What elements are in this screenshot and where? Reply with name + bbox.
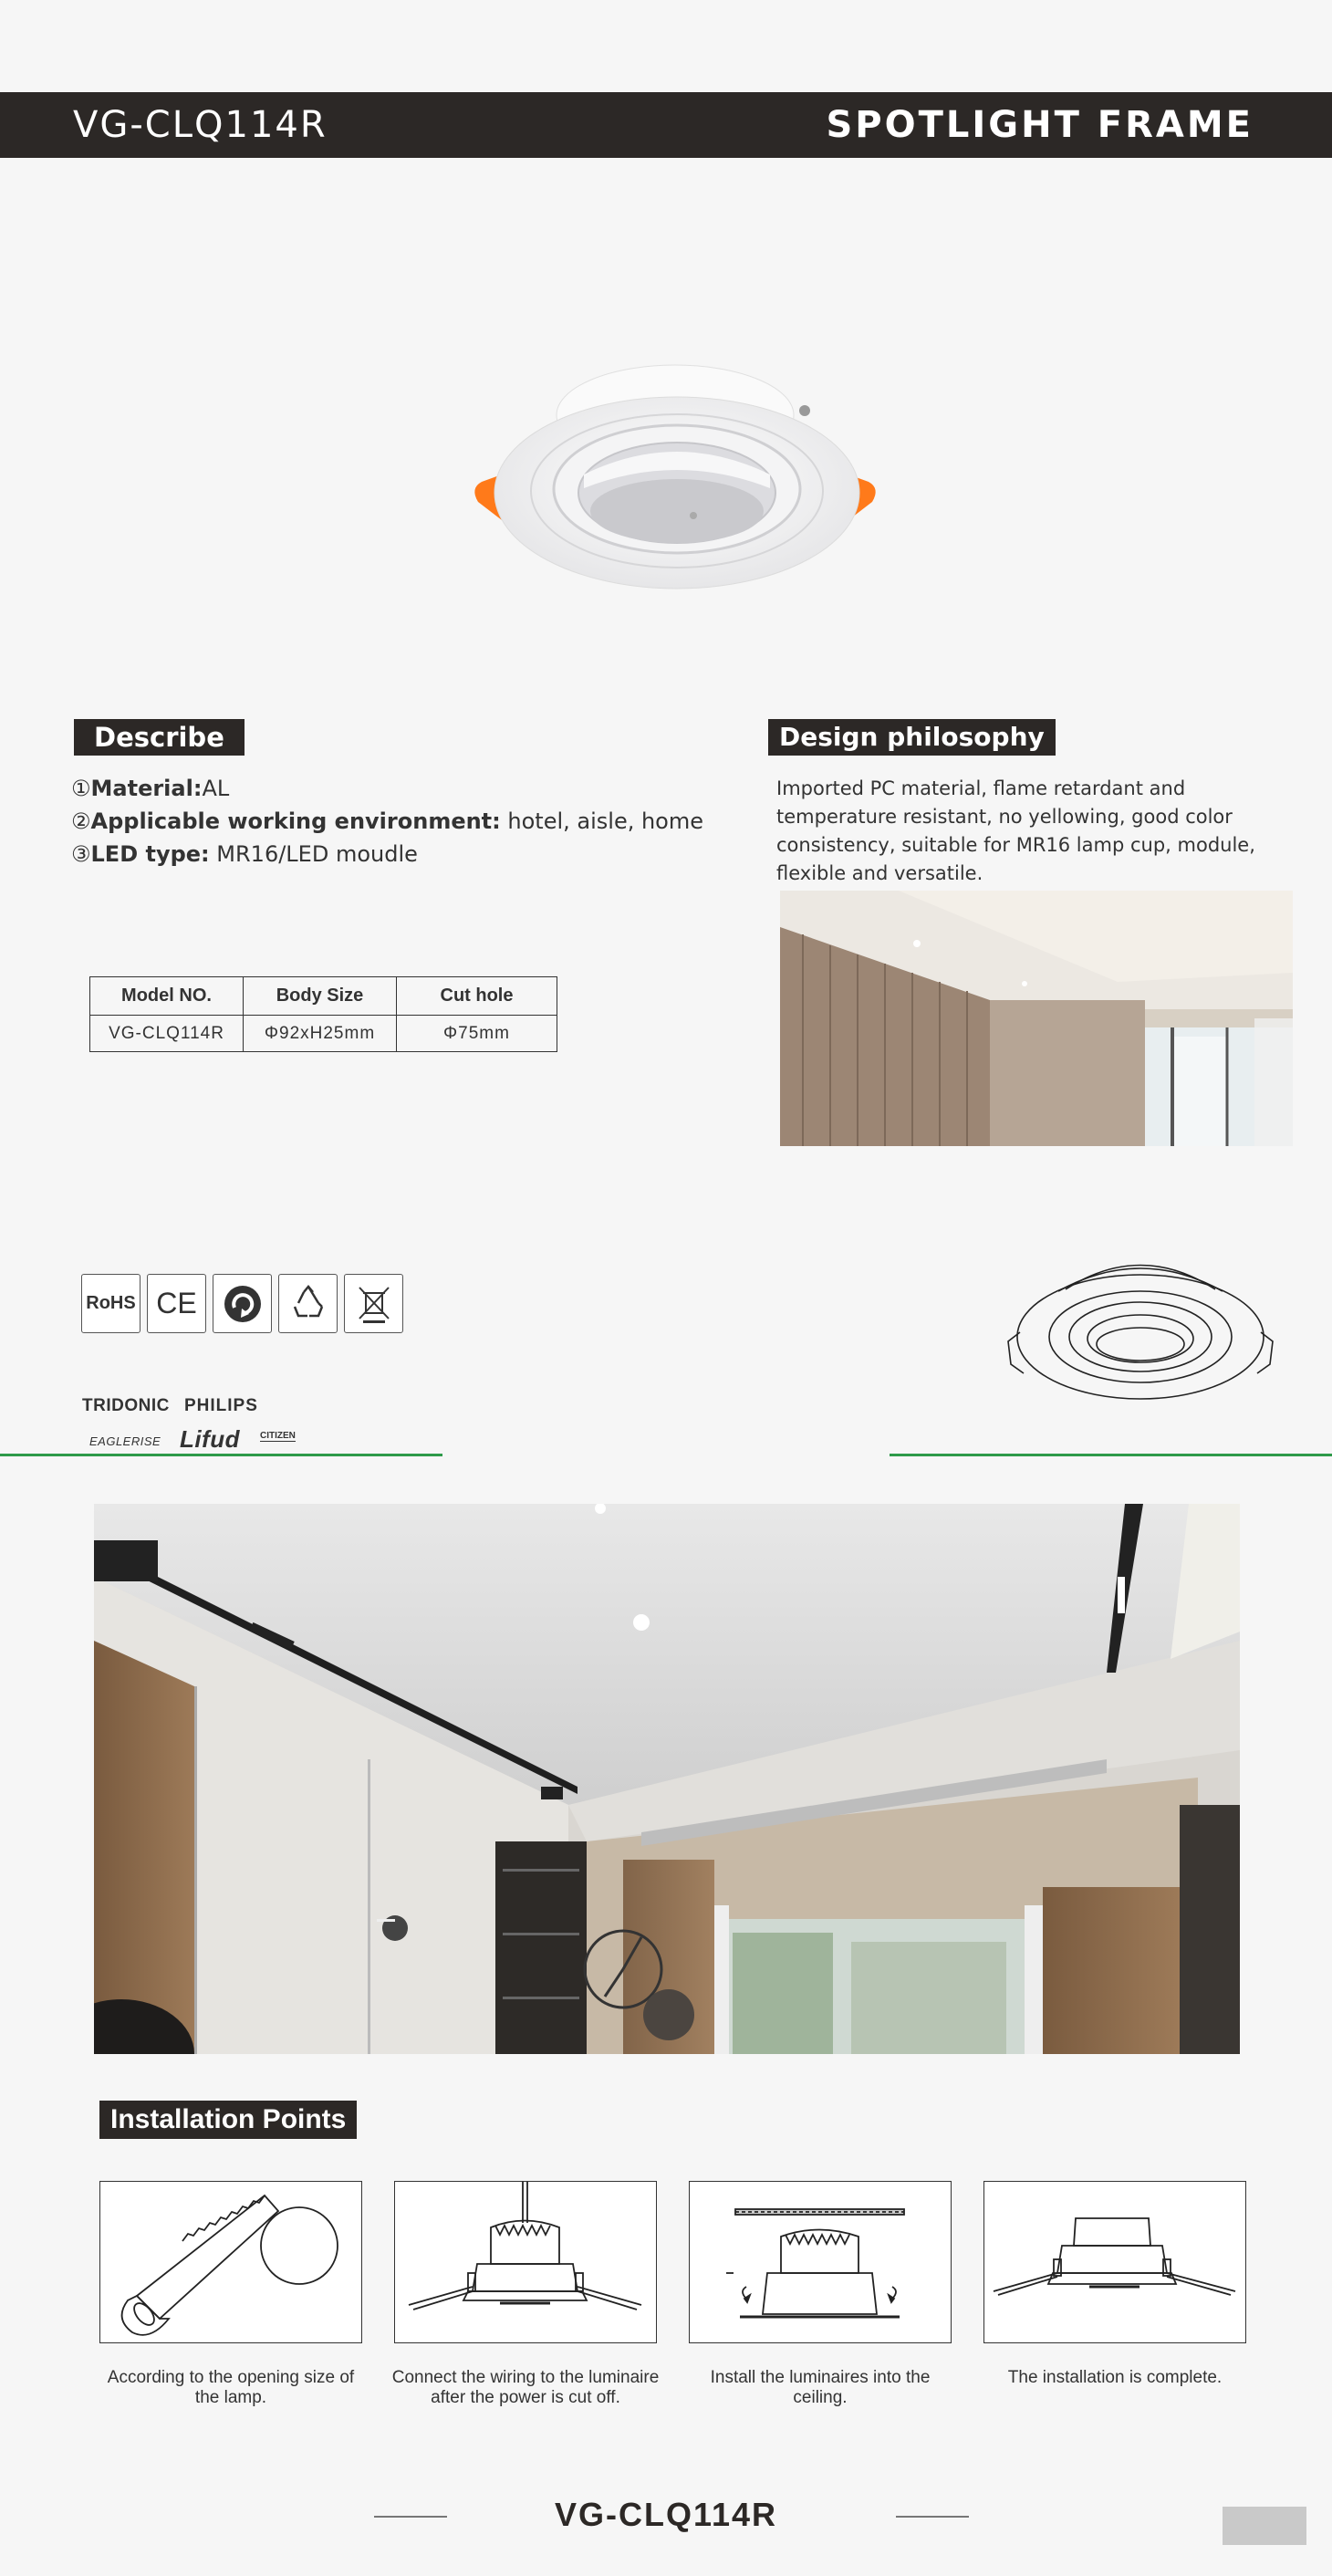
describe-item-material: ①Material:AL — [71, 776, 230, 801]
divider-line-right — [890, 1454, 1332, 1456]
spec-header-cut: Cut hole — [397, 977, 557, 1016]
step-4-caption: The installation is complete. — [1007, 2368, 1223, 2387]
spec-table — [89, 976, 557, 1052]
brand-philips: PHILIPS — [184, 1396, 258, 1415]
step-2-box — [394, 2181, 657, 2343]
describe-list — [71, 772, 703, 871]
design-text: Imported PC material, flame retardant and temperature resistant, no yellowing, good color consistency, suitable for MR16 lamp cup, module, flexible and versatile. — [776, 777, 1255, 884]
spec-header-size: Body Size — [244, 977, 397, 1016]
room-photo-small — [780, 891, 1293, 1146]
recycle-arrow-icon — [213, 1274, 272, 1333]
step-3-box — [689, 2181, 952, 2343]
spec-header-row — [90, 977, 557, 1016]
describe-item-environment: ②Applicable working environment: hotel, aisle, home — [71, 808, 703, 834]
footer-model: VG-CLQ114R — [554, 2496, 778, 2533]
describe-item-led-type: ③LED type: MR16/LED moudle — [71, 841, 418, 867]
describe-tag: Describe — [74, 719, 245, 756]
weee-bin-icon — [344, 1274, 403, 1333]
step-1-caption: According to the opening size of the lamp. — [107, 2368, 355, 2407]
spec-header-model: Model NO. — [90, 977, 244, 1016]
spec-cut: Φ75mm — [397, 1016, 557, 1052]
room-photo-large — [94, 1504, 1240, 2054]
header-model: VG-CLQ114R — [73, 104, 328, 146]
back-to-top-button[interactable] — [1223, 2507, 1306, 2545]
spec-model: VG-CLQ114R — [90, 1016, 244, 1052]
saw-icon — [100, 2182, 360, 2341]
ce-icon: CE — [147, 1274, 206, 1333]
step-3-caption: Install the luminaires into the ceiling. — [710, 2368, 931, 2407]
divider-line-left — [0, 1454, 442, 1456]
footer-line-right — [896, 2516, 969, 2518]
install-icon — [690, 2182, 950, 2341]
rohs-icon: RoHS — [81, 1274, 140, 1333]
step-2-caption: Connect the wiring to the luminaire after the power is cut off. — [391, 2368, 660, 2407]
brand-citizen: CITIZEN — [260, 1431, 296, 1441]
wiring-icon — [395, 2182, 655, 2341]
recycle-triangle-icon — [278, 1274, 338, 1333]
complete-icon — [984, 2182, 1244, 2341]
installation-tag: Installation Points — [99, 2101, 357, 2139]
spec-row — [90, 1016, 557, 1052]
header-category: SPOTLIGHT FRAME — [826, 104, 1254, 146]
design-tag: Design philosophy — [768, 719, 1056, 756]
step-1-box — [99, 2181, 362, 2343]
spec-size: Φ92xH25mm — [244, 1016, 397, 1052]
product-line-drawing — [1004, 1246, 1277, 1414]
brand-eaglerise: EAGLERISE — [89, 1434, 161, 1448]
step-4-box — [983, 2181, 1246, 2343]
brand-tridonic: TRIDONIC — [82, 1396, 170, 1415]
brand-lifud: Lifud — [180, 1425, 241, 1453]
product-image — [465, 338, 885, 593]
